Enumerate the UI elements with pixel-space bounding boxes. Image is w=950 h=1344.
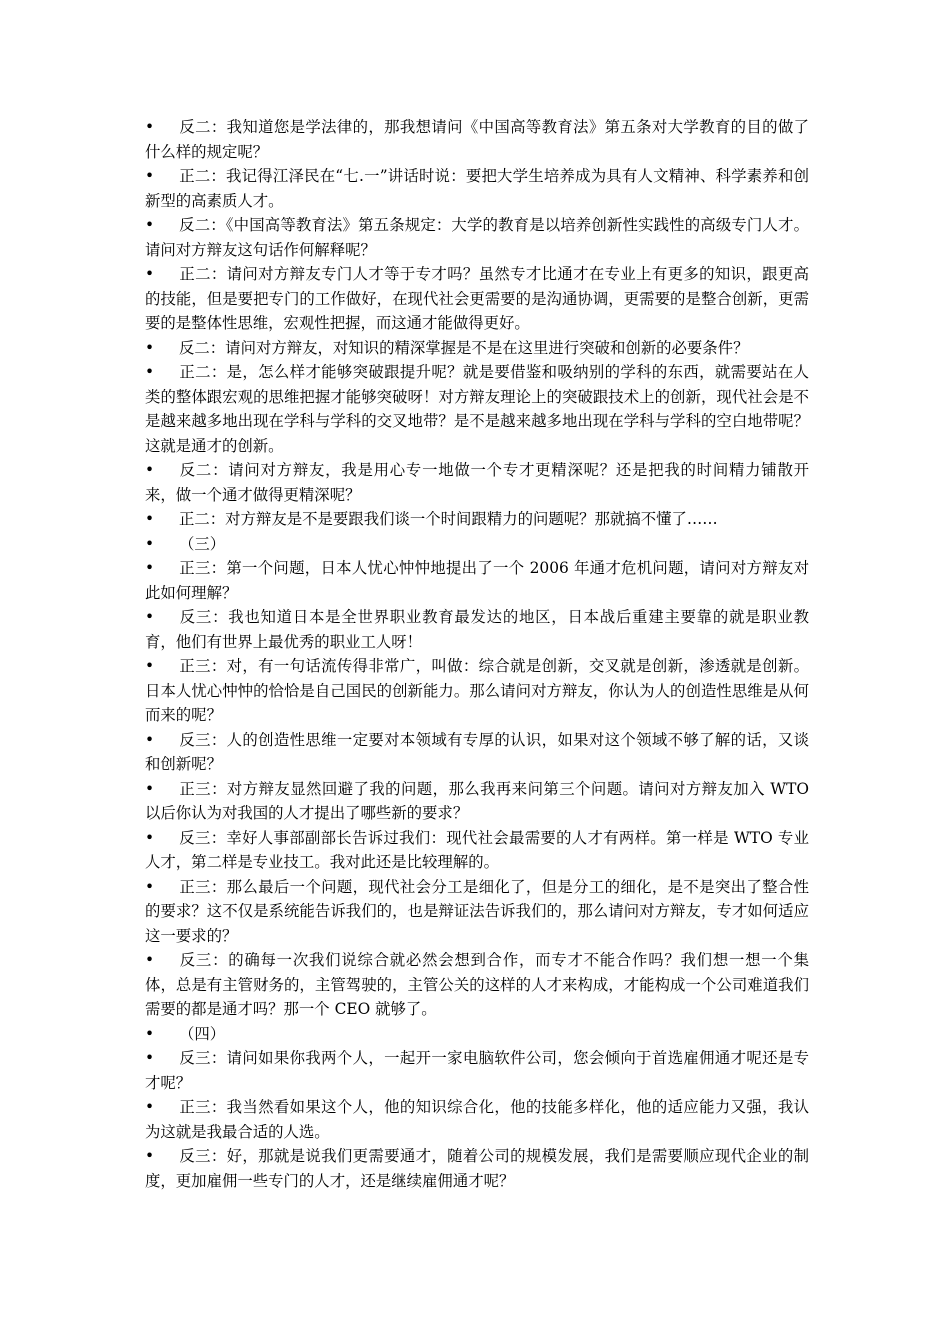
debate-text: 正二：我记得江泽民在“七.一”讲话时说：要把大学生培养成为具有人文精神、科学素养和创新型的高素质人才。 xyxy=(145,167,809,210)
bullet-mark: • xyxy=(145,779,155,798)
debate-text: 正三：对，有一句话流传得非常广，叫做：综合就是创新，交叉就是创新，渗透就是创新。日本人忧心忡忡的恰恰是自己国民的创新能力。那么请问对方辩友，你认为人的创造性思维是从何而来的呢？ xyxy=(145,657,809,724)
debate-line xyxy=(145,115,809,164)
debate-text: 正二：请问对方辩友专门人才等于专才吗？虽然专才比通才在专业上有更多的知识，跟更高的技能，但是要把专门的工作做好，在现代社会更需要的是沟通协调，更需要的是整合创新，更需要的是整体性思维，宏观性把握，而这通才能做得更好。 xyxy=(145,265,809,332)
debate-line xyxy=(145,826,809,875)
bullet-mark: • xyxy=(145,877,155,896)
debate-line xyxy=(145,1046,809,1095)
debate-text: 反三：请问如果你我两个人，一起开一家电脑软件公司，您会倾向于首选雇佣通才呢还是专才呢？ xyxy=(145,1049,809,1092)
bullet-mark: • xyxy=(145,363,155,381)
section-heading xyxy=(145,1022,809,1047)
bullet-mark: • xyxy=(145,730,155,749)
bullet-mark: • xyxy=(145,1147,155,1165)
bullet-mark: • xyxy=(145,216,155,234)
debate-line xyxy=(145,948,809,1022)
bullet-mark: • xyxy=(145,1098,155,1116)
bullet-mark: • xyxy=(145,510,155,528)
debate-line xyxy=(145,1144,809,1193)
debate-line xyxy=(145,654,809,728)
debate-text: 反二：请问对方辩友，对知识的精深掌握是不是在这里进行突破和创新的必要条件？ xyxy=(179,338,749,357)
debate-line xyxy=(145,336,809,361)
debate-text: 反二：我知道您是学法律的，那我想请问《中国高等教育法》第五条对大学教育的目的做了什么样的规定呢？ xyxy=(145,118,809,161)
debate-text: 正三：第一个问题，日本人忧心忡忡地提出了一个 2006 年通才危机问题，请问对方辩友对此如何理解？ xyxy=(145,559,809,602)
debate-text: 反三：我也知道日本是全世界职业教育最发达的地区，日本战后重建主要靠的就是职业教育，他们有世界上最优秀的职业工人呀！ xyxy=(145,608,809,651)
debate-text: 正二：是，怎么样才能够突破跟提升呢？就是要借鉴和吸纳别的学科的东西，就需要站在人类的整体跟宏观的思维把握才能够突破呀！对方辩友理论上的突破跟技术上的创新，现代社会是不是越来越多地出现在学科与学科的交叉地带？是不是越来越多地出现在学科与学科的空白地带呢？这就是通才的创新。 xyxy=(145,363,809,455)
bullet-mark: • xyxy=(145,1049,155,1067)
bullet-mark: • xyxy=(145,657,155,675)
debate-text: 正三：那么最后一个问题，现代社会分工是细化了，但是分工的细化，是不是突出了整合性的要求？这不仅是系统能告诉我们的，也是辩证法告诉我们的，那么请问对方辩友，专才如何适应这一要求的？ xyxy=(145,877,809,945)
debate-text: 反二：请问对方辩友，我是用心专一地做一个专才更精深呢？还是把我的时间精力铺散开来，做一个通才做得更精深呢？ xyxy=(145,461,809,504)
debate-line xyxy=(145,777,809,826)
debate-line xyxy=(145,1095,809,1144)
section-label: （三） xyxy=(179,534,226,553)
section-heading xyxy=(145,532,809,557)
debate-line xyxy=(145,458,809,507)
bullet-mark: • xyxy=(145,608,155,626)
bullet-mark: • xyxy=(145,167,155,185)
bullet-mark: • xyxy=(145,461,155,479)
debate-line xyxy=(145,875,809,949)
debate-line xyxy=(145,360,809,458)
debate-text: 反二：《中国高等教育法》第五条规定：大学的教育是以培养创新性实践性的高级专门人才。请问对方辩友这句话作何解释呢？ xyxy=(145,216,809,259)
debate-line xyxy=(145,213,809,262)
debate-text: 反三：人的创造性思维一定要对本领域有专厚的认识，如果对这个领域不够了解的话，又谈和创新呢？ xyxy=(145,730,809,773)
debate-line xyxy=(145,605,809,654)
bullet-mark: • xyxy=(145,338,155,357)
bullet-mark: • xyxy=(145,534,155,553)
debate-text: 反三：的确每一次我们说综合就必然会想到合作，而专才不能合作吗？我们想一想一个集体，总是有主管财务的，主管驾驶的，主管公关的这样的人才来构成，才能构成一个公司难道我们需要的都是通才吗？那一个 CEO 就够了。 xyxy=(145,951,809,1018)
bullet-mark: • xyxy=(145,265,155,283)
section-label: （四） xyxy=(179,1024,226,1043)
bullet-mark: • xyxy=(145,1024,155,1043)
debate-line xyxy=(145,556,809,605)
debate-text: 正二：对方辩友是不是要跟我们谈一个时间跟精力的问题呢？那就搞不懂了…… xyxy=(179,510,718,528)
debate-line xyxy=(145,728,809,777)
bullet-mark: • xyxy=(145,559,155,577)
bullet-mark: • xyxy=(145,828,155,847)
debate-line xyxy=(145,507,809,532)
bullet-mark: • xyxy=(145,118,155,136)
debate-text: 正三：我当然看如果这个人，他的知识综合化，他的技能多样化，他的适应能力又强，我认为这就是我最合适的人选。 xyxy=(145,1098,809,1141)
debate-text: 反三：幸好人事部副部长告诉过我们：现代社会最需要的人才有两样。第一样是 WTO 专业人才，第二样是专业技工。我对此还是比较理解的。 xyxy=(145,828,809,871)
debate-text: 正三：对方辩友显然回避了我的问题，那么我再来问第三个问题。请问对方辩友加入 WTO 以后你认为对我国的人才提出了哪些新的要求？ xyxy=(145,779,809,822)
debate-line xyxy=(145,262,809,336)
document-body xyxy=(145,115,809,1193)
debate-line xyxy=(145,164,809,213)
debate-text: 反三：好，那就是说我们更需要通才，随着公司的规模发展，我们是需要顺应现代企业的制度，更加雇佣一些专门的人才，还是继续雇佣通才呢？ xyxy=(145,1147,809,1190)
bullet-mark: • xyxy=(145,951,155,969)
